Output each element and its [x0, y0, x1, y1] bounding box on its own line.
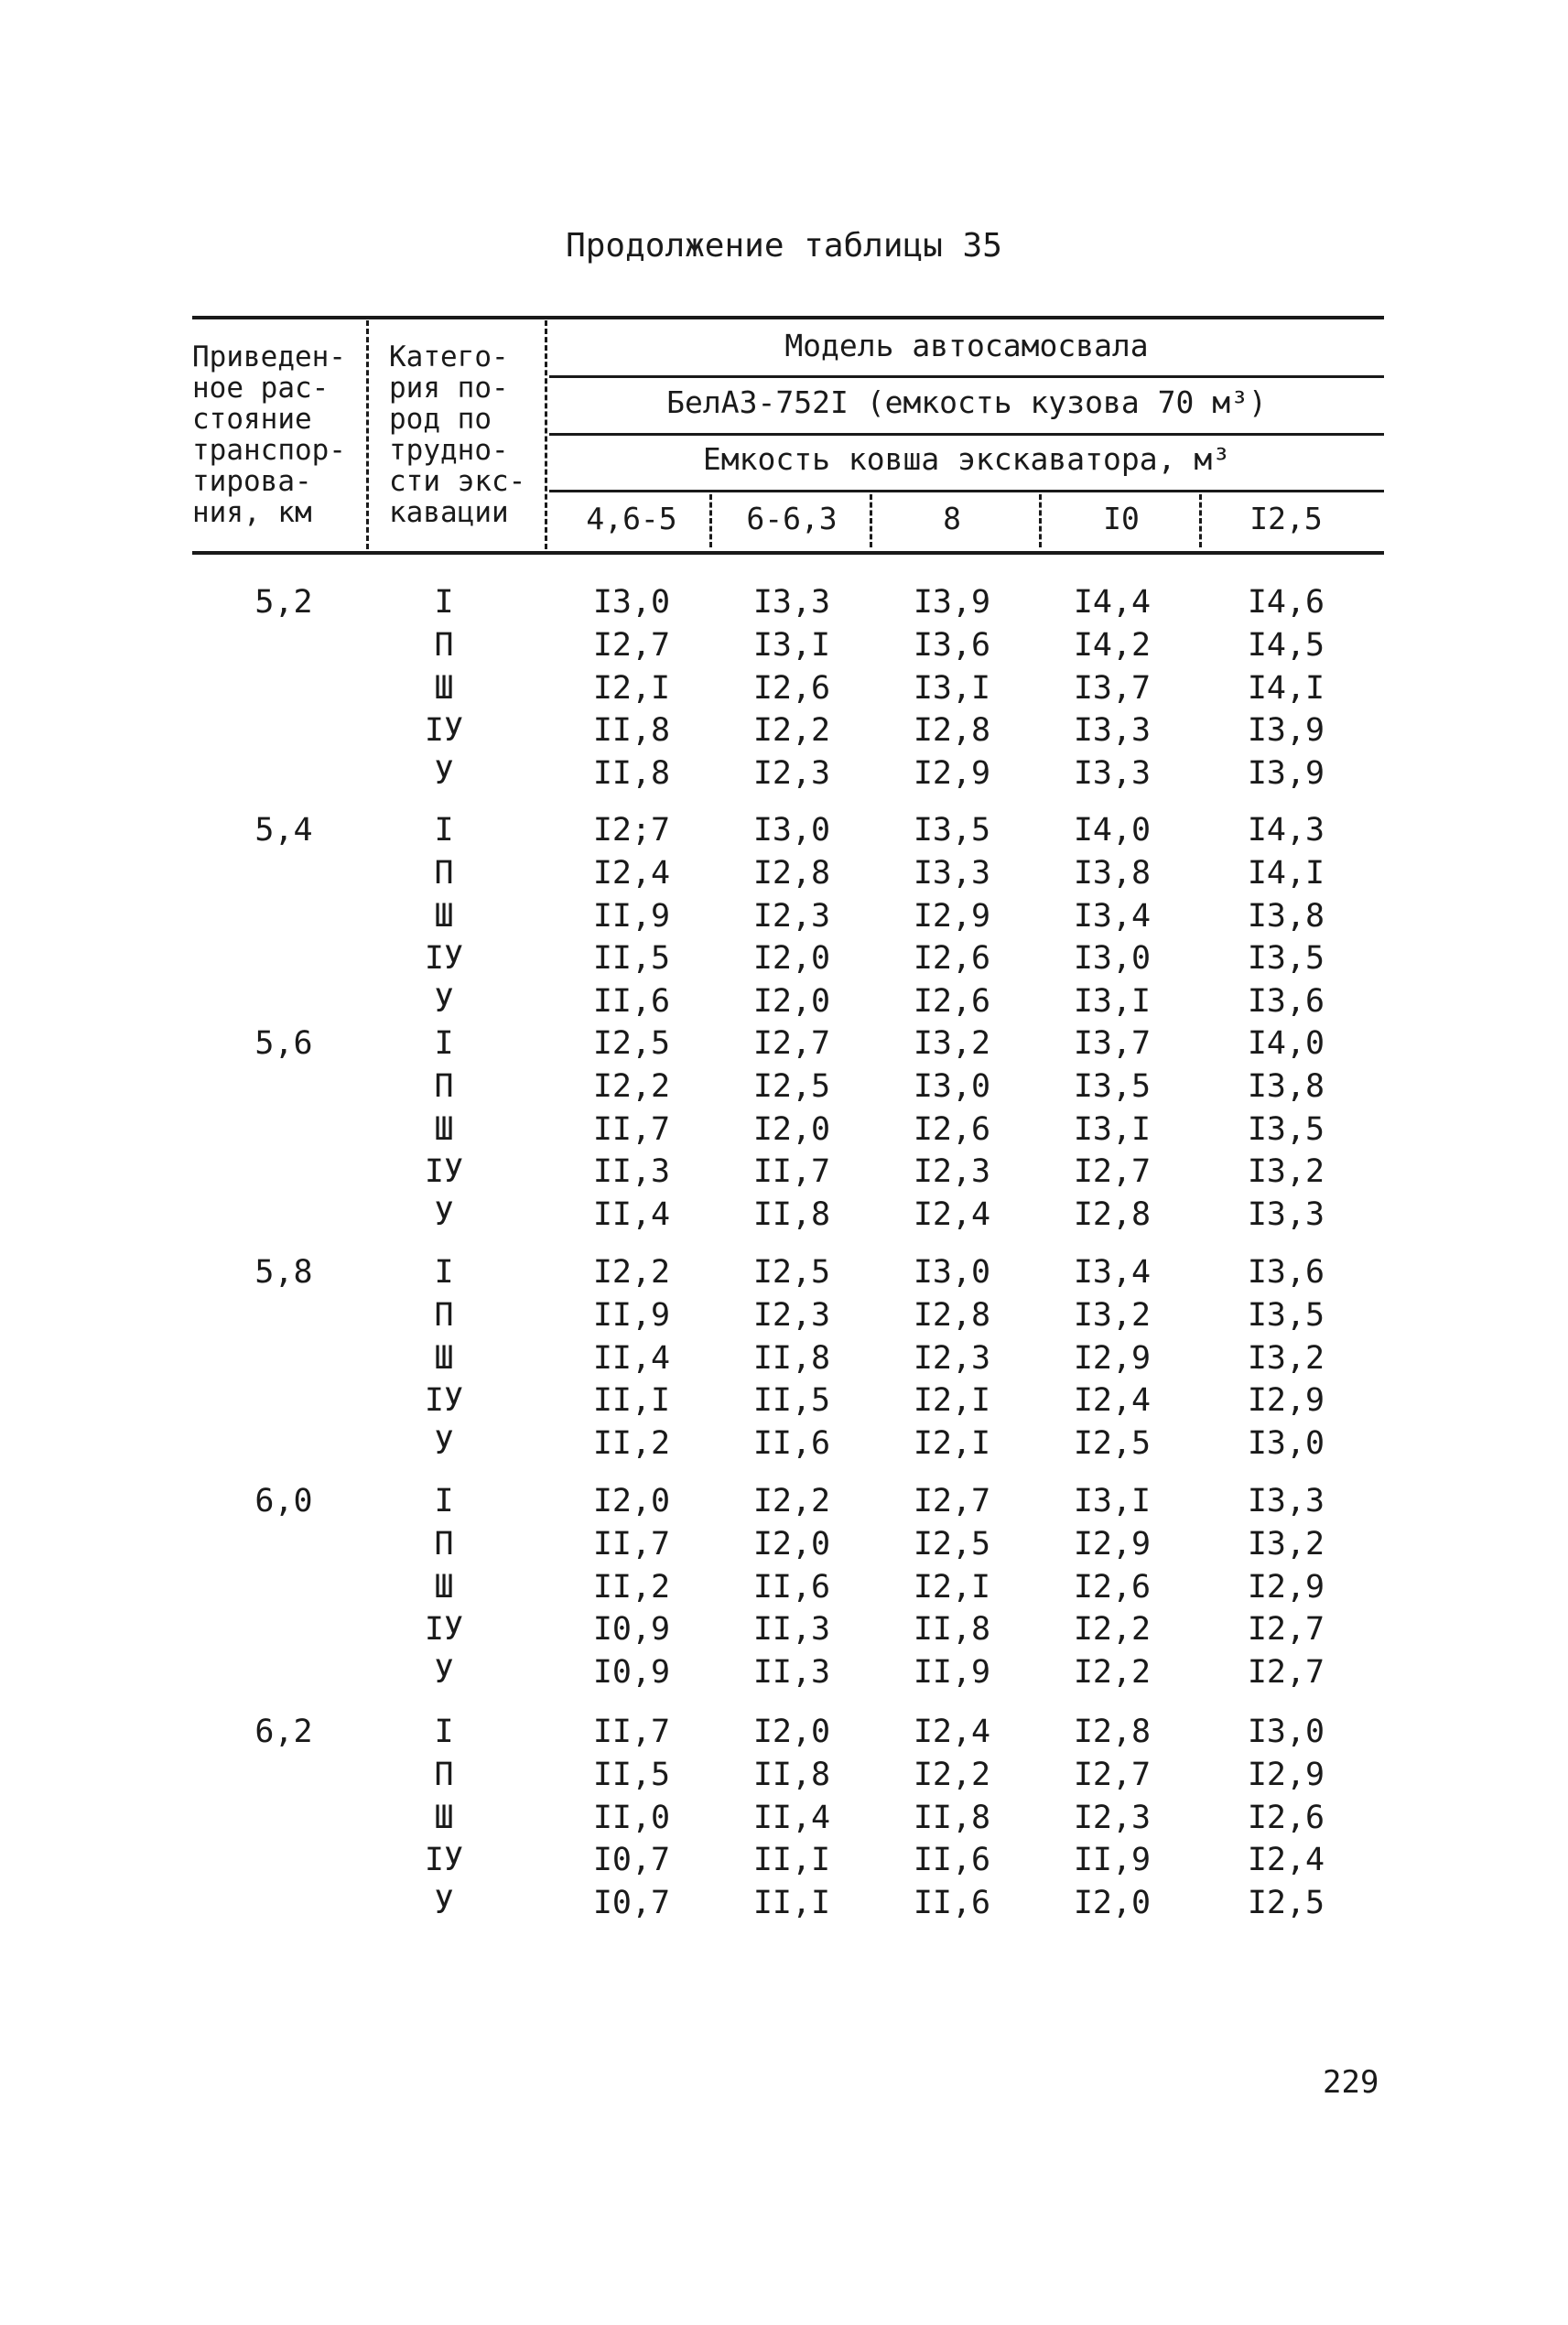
value-cell: I2,3 — [913, 1153, 991, 1190]
table-row — [192, 1800, 1384, 1842]
value-cell: I2,5 — [913, 1526, 991, 1563]
value-cell: I4,I — [1247, 670, 1325, 707]
table-row — [192, 1757, 1384, 1799]
header-model-name: БелАЗ-752I (емкость кузова 70 м³) — [666, 384, 1267, 420]
value-cell: I3,9 — [913, 584, 991, 621]
category-cell: Ш — [434, 1111, 454, 1148]
value-cell: I4,5 — [1247, 627, 1325, 664]
value-cell: I3,6 — [913, 627, 991, 664]
value-cell: I2,7 — [1247, 1611, 1325, 1648]
value-cell: I2,0 — [752, 1526, 831, 1563]
value-cell: II,9 — [592, 898, 671, 935]
value-cell: I2,9 — [913, 898, 991, 935]
value-cell: I3,I — [1073, 983, 1152, 1020]
header-category-line: род по — [389, 403, 492, 436]
value-cell: I0,7 — [592, 1885, 671, 1921]
value-cell: I2,7 — [592, 627, 671, 664]
value-cell: I2,7 — [913, 1483, 991, 1519]
value-cell: I3,2 — [1247, 1340, 1325, 1377]
value-cell: II,8 — [752, 1340, 831, 1377]
value-cell: I3,3 — [1247, 1483, 1325, 1519]
value-cell: I2,8 — [1073, 1196, 1152, 1233]
value-cell: I2,9 — [1247, 1382, 1325, 1419]
value-cell: I4,6 — [1247, 584, 1325, 621]
value-cell: I2,9 — [1247, 1757, 1325, 1793]
category-cell: П — [434, 1297, 454, 1334]
value-cell: I3,2 — [1247, 1153, 1325, 1190]
category-cell: Ш — [434, 670, 454, 707]
table-row — [192, 755, 1384, 797]
table-row — [192, 1611, 1384, 1653]
header-distance — [192, 341, 366, 528]
category-cell: I — [434, 584, 454, 621]
value-cell: I3,5 — [913, 812, 991, 849]
header-distance-line: ное рас- — [192, 372, 330, 405]
value-cell: I2,2 — [1073, 1654, 1152, 1691]
value-cell: I3,I — [913, 670, 991, 707]
category-cell: У — [434, 1654, 454, 1691]
value-cell: I3,4 — [1073, 898, 1152, 935]
value-cell: I2,5 — [1073, 1425, 1152, 1462]
table-row — [192, 1254, 1384, 1296]
header-category-line: рия по- — [389, 372, 509, 405]
table-row — [192, 983, 1384, 1025]
value-cell: I2,0 — [752, 983, 831, 1020]
value-cell: I3,0 — [752, 812, 831, 849]
header-distance-line: ния, км — [192, 496, 312, 529]
table-row — [192, 1654, 1384, 1696]
table-row — [192, 712, 1384, 754]
value-cell: II,7 — [592, 1526, 671, 1563]
value-cell: I2,4 — [1247, 1842, 1325, 1878]
value-cell: I3,6 — [1247, 983, 1325, 1020]
value-cell: II,I — [752, 1842, 831, 1878]
header-rule — [549, 490, 1384, 492]
table-top-rule — [192, 316, 1384, 319]
table-row — [192, 1068, 1384, 1110]
header-divider — [870, 494, 872, 547]
value-cell: I3,3 — [752, 584, 831, 621]
value-cell: I4,4 — [1073, 584, 1152, 621]
header-model-title: Модель автосамосвала — [784, 328, 1149, 363]
value-cell: I2,5 — [1247, 1885, 1325, 1921]
value-cell: I3,5 — [1247, 1111, 1325, 1148]
value-cell: I3,8 — [1247, 1068, 1325, 1105]
value-cell: II,5 — [592, 940, 671, 977]
table-caption: Продолжение таблицы 35 — [566, 227, 1002, 265]
value-cell: II,8 — [752, 1757, 831, 1793]
value-cell: I2,0 — [752, 1714, 831, 1750]
table-row — [192, 812, 1384, 854]
value-cell: I2,3 — [752, 898, 831, 935]
value-cell: I2,6 — [752, 670, 831, 707]
header-category-line: кавации — [389, 496, 509, 529]
value-cell: I3,0 — [1073, 940, 1152, 977]
table-row — [192, 898, 1384, 940]
value-cell: I2,6 — [913, 1111, 991, 1148]
value-cell: I3,9 — [1247, 712, 1325, 749]
value-cell: I3,I — [1073, 1483, 1152, 1519]
category-cell: П — [434, 1526, 454, 1563]
value-cell: II,7 — [752, 1153, 831, 1190]
distance-cell: 6,2 — [254, 1714, 313, 1750]
value-cell: I2,0 — [1073, 1885, 1152, 1921]
value-cell: I3,8 — [1247, 898, 1325, 935]
table-row — [192, 940, 1384, 982]
value-cell: I2,8 — [913, 1297, 991, 1334]
value-cell: I2,7 — [752, 1025, 831, 1062]
value-cell: I3,2 — [913, 1025, 991, 1062]
value-cell: I3,2 — [1073, 1297, 1152, 1334]
value-cell: I2,0 — [752, 1111, 831, 1148]
distance-cell: 5,8 — [254, 1254, 313, 1291]
value-cell: II,8 — [913, 1611, 991, 1648]
header-category-line: сти экс- — [389, 465, 526, 498]
value-cell: II,6 — [592, 983, 671, 1020]
value-cell: I3,5 — [1247, 1297, 1325, 1334]
value-cell: I0,9 — [592, 1611, 671, 1648]
category-cell: Ш — [434, 898, 454, 935]
value-cell: II,9 — [1073, 1842, 1152, 1878]
value-cell: I2,2 — [1073, 1611, 1152, 1648]
value-cell: I3,9 — [1247, 755, 1325, 792]
header-rule — [549, 375, 1384, 378]
value-cell: I2,2 — [752, 712, 831, 749]
table-row — [192, 855, 1384, 897]
category-cell: IУ — [424, 1842, 464, 1878]
category-cell: I — [434, 1714, 454, 1750]
value-cell: I2,5 — [592, 1025, 671, 1062]
header-distance-line: тирова- — [192, 465, 312, 498]
table-row — [192, 1340, 1384, 1382]
header-divider — [1039, 494, 1042, 547]
header-distance-line: Приведен- — [192, 341, 346, 373]
table-row — [192, 1297, 1384, 1339]
value-cell: I2,3 — [752, 1297, 831, 1334]
category-cell: У — [434, 1885, 454, 1921]
value-cell: I2,2 — [913, 1757, 991, 1793]
header-category-line: Катего- — [389, 341, 509, 373]
table-row — [192, 1842, 1384, 1884]
table-row — [192, 1382, 1384, 1424]
value-cell: I3,0 — [592, 584, 671, 621]
value-cell: I0,9 — [592, 1654, 671, 1691]
header-distance-line: транспор- — [192, 434, 346, 467]
value-cell: I3,0 — [1247, 1425, 1325, 1462]
value-cell: II,4 — [592, 1340, 671, 1377]
value-cell: II,2 — [592, 1425, 671, 1462]
category-cell: I — [434, 1025, 454, 1062]
category-cell: П — [434, 1068, 454, 1105]
value-cell: II,8 — [592, 712, 671, 749]
value-cell: I3,0 — [1247, 1714, 1325, 1750]
value-cell: II,6 — [752, 1569, 831, 1606]
value-cell: I2,3 — [1073, 1800, 1152, 1836]
value-cell: I3,7 — [1073, 670, 1152, 707]
value-cell: I2,6 — [913, 983, 991, 1020]
value-cell: II,8 — [592, 755, 671, 792]
header-bucket-col: 6-6,3 — [746, 501, 838, 536]
category-cell: IУ — [424, 1153, 464, 1190]
value-cell: II,4 — [752, 1800, 831, 1836]
value-cell: I2,0 — [752, 940, 831, 977]
distance-cell: 5,2 — [254, 584, 313, 621]
header-category-line: трудно- — [389, 434, 509, 467]
header-distance-line: стояние — [192, 403, 312, 436]
value-cell: I2,5 — [752, 1068, 831, 1105]
value-cell: I2,7 — [1247, 1654, 1325, 1691]
table-row — [192, 1885, 1384, 1927]
value-cell: II,6 — [913, 1885, 991, 1921]
value-cell: I2,5 — [752, 1254, 831, 1291]
distance-cell: 5,6 — [254, 1025, 313, 1062]
header-category — [389, 341, 545, 528]
value-cell: II,I — [752, 1885, 831, 1921]
value-cell: I3,3 — [1073, 712, 1152, 749]
value-cell: II,0 — [592, 1800, 671, 1836]
value-cell: I2,4 — [913, 1714, 991, 1750]
value-cell: II,3 — [752, 1611, 831, 1648]
value-cell: I4,I — [1247, 855, 1325, 892]
value-cell: II,5 — [752, 1382, 831, 1419]
value-cell: I3,2 — [1247, 1526, 1325, 1563]
header-bucket-title: Емкость ковша экскаватора, м³ — [702, 441, 1231, 477]
value-cell: II,6 — [752, 1425, 831, 1462]
table-row — [192, 1111, 1384, 1153]
value-cell: I2,2 — [752, 1483, 831, 1519]
distance-cell: 5,4 — [254, 812, 313, 849]
value-cell: I3,3 — [1247, 1196, 1325, 1233]
value-cell: II,5 — [592, 1757, 671, 1793]
value-cell: I2,6 — [1073, 1569, 1152, 1606]
value-cell: II,I — [592, 1382, 671, 1419]
table-row — [192, 584, 1384, 626]
category-cell: У — [434, 755, 454, 792]
value-cell: I2,6 — [1247, 1800, 1325, 1836]
value-cell: II,6 — [913, 1842, 991, 1878]
value-cell: I2,3 — [913, 1340, 991, 1377]
value-cell: I3,6 — [1247, 1254, 1325, 1291]
category-cell: У — [434, 1196, 454, 1233]
value-cell: II,7 — [592, 1111, 671, 1148]
header-bucket-col: 8 — [943, 501, 961, 536]
value-cell: I2,7 — [1073, 1757, 1152, 1793]
value-cell: I2,2 — [592, 1254, 671, 1291]
value-cell: II,3 — [592, 1153, 671, 1190]
value-cell: I3,I — [1073, 1111, 1152, 1148]
value-cell: II,8 — [752, 1196, 831, 1233]
category-cell: Ш — [434, 1800, 454, 1836]
value-cell: I2,I — [592, 670, 671, 707]
header-bucket-col: I0 — [1103, 501, 1140, 536]
header-bottom-rule — [192, 551, 1384, 555]
value-cell: I2,8 — [913, 712, 991, 749]
category-cell: П — [434, 855, 454, 892]
value-cell: II,9 — [592, 1297, 671, 1334]
value-cell: I2,I — [913, 1382, 991, 1419]
value-cell: II,9 — [913, 1654, 991, 1691]
table-row — [192, 1025, 1384, 1067]
table-row — [192, 1196, 1384, 1238]
table-row — [192, 1714, 1384, 1756]
category-cell: IУ — [424, 940, 464, 977]
value-cell: I2,I — [913, 1569, 991, 1606]
category-cell: I — [434, 812, 454, 849]
category-cell: Ш — [434, 1569, 454, 1606]
value-cell: I2,4 — [913, 1196, 991, 1233]
header-rule — [549, 433, 1384, 436]
value-cell: I2;7 — [592, 812, 671, 849]
value-cell: I3,4 — [1073, 1254, 1152, 1291]
value-cell: I2,9 — [913, 755, 991, 792]
value-cell: I4,2 — [1073, 627, 1152, 664]
value-cell: II,7 — [592, 1714, 671, 1750]
value-cell: I2,2 — [592, 1068, 671, 1105]
category-cell: П — [434, 1757, 454, 1793]
value-cell: I3,5 — [1073, 1068, 1152, 1105]
value-cell: II,2 — [592, 1569, 671, 1606]
value-cell: II,4 — [592, 1196, 671, 1233]
header-bucket-col: I2,5 — [1249, 501, 1323, 536]
value-cell: I3,8 — [1073, 855, 1152, 892]
value-cell: I2,3 — [752, 755, 831, 792]
value-cell: I3,0 — [913, 1254, 991, 1291]
header-divider — [545, 320, 547, 549]
header-bucket-col: 4,6-5 — [586, 501, 677, 536]
value-cell: II,3 — [752, 1654, 831, 1691]
category-cell: IУ — [424, 1611, 464, 1648]
category-cell: I — [434, 1483, 454, 1519]
category-cell: П — [434, 627, 454, 664]
value-cell: I2,8 — [1073, 1714, 1152, 1750]
value-cell: I3,0 — [913, 1068, 991, 1105]
value-cell: I3,5 — [1247, 940, 1325, 977]
category-cell: IУ — [424, 712, 464, 749]
value-cell: I2,I — [913, 1425, 991, 1462]
value-cell: II,8 — [913, 1800, 991, 1836]
value-cell: I3,I — [752, 627, 831, 664]
page-number: 229 — [1323, 2064, 1379, 2101]
value-cell: I2,4 — [592, 855, 671, 892]
value-cell: I2,0 — [592, 1483, 671, 1519]
header-divider — [366, 320, 369, 549]
table-row — [192, 1483, 1384, 1525]
value-cell: I2,9 — [1247, 1569, 1325, 1606]
table-row — [192, 1153, 1384, 1195]
value-cell: I0,7 — [592, 1842, 671, 1878]
value-cell: I2,7 — [1073, 1153, 1152, 1190]
value-cell: I4,0 — [1073, 812, 1152, 849]
table-row — [192, 1425, 1384, 1467]
value-cell: I2,8 — [752, 855, 831, 892]
value-cell: I2,9 — [1073, 1526, 1152, 1563]
table-row — [192, 670, 1384, 712]
header-divider — [709, 494, 712, 547]
value-cell: I4,3 — [1247, 812, 1325, 849]
table-row — [192, 1526, 1384, 1568]
category-cell: У — [434, 983, 454, 1020]
value-cell: I3,7 — [1073, 1025, 1152, 1062]
value-cell: I3,3 — [1073, 755, 1152, 792]
distance-cell: 6,0 — [254, 1483, 313, 1519]
category-cell: У — [434, 1425, 454, 1462]
table-row — [192, 627, 1384, 669]
table-row — [192, 1569, 1384, 1611]
value-cell: I2,4 — [1073, 1382, 1152, 1419]
value-cell: I2,6 — [913, 940, 991, 977]
value-cell: I4,0 — [1247, 1025, 1325, 1062]
category-cell: Ш — [434, 1340, 454, 1377]
value-cell: I3,3 — [913, 855, 991, 892]
category-cell: I — [434, 1254, 454, 1291]
value-cell: I2,9 — [1073, 1340, 1152, 1377]
header-divider — [1199, 494, 1202, 547]
category-cell: IУ — [424, 1382, 464, 1419]
